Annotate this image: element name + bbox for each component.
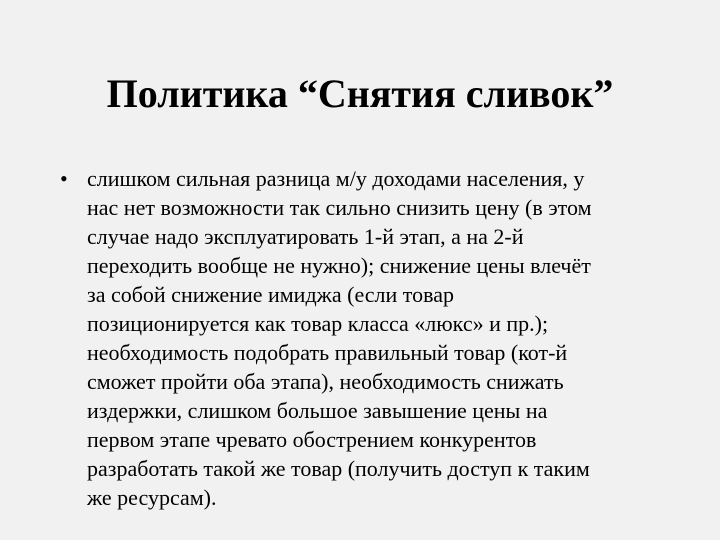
slide-title: Политика “Снятия сливок” [106, 71, 614, 116]
bullet-text-line: первом этапе чревато обострением конкурентов [87, 427, 537, 452]
bullet-text-line: разработать такой же товар (получить доступ к таким [87, 456, 590, 481]
bullet-text-line: сможет пройти оба этапа), необходимость снижать [87, 369, 564, 394]
bullet-text [87, 164, 670, 512]
bullet-text-line: за собой снижение имиджа (если товар [87, 282, 454, 307]
bullet-text-line: переходить вообще не нужно); снижение цены влечёт [87, 253, 591, 278]
bullet-marker: • [60, 166, 68, 191]
bullet-text-line: слишком сильная разница м/у доходами населения, у [87, 166, 585, 191]
bullet-text-line: нас нет возможности так сильно снизить цену (в этом [87, 195, 592, 220]
bullet-text-line: издержки, слишком большое завышение цены на [87, 398, 548, 423]
bullet-text-line: позиционируется как товар класса «люкс» и пр.); [87, 311, 549, 336]
bullet-text-line: же ресурсам). [87, 485, 217, 510]
bullet-text-line: случае надо эксплуатировать 1-й этап, а на 2-й [87, 224, 524, 249]
bullet-text-line: необходимость подобрать правильный товар (кот-й [87, 340, 568, 365]
